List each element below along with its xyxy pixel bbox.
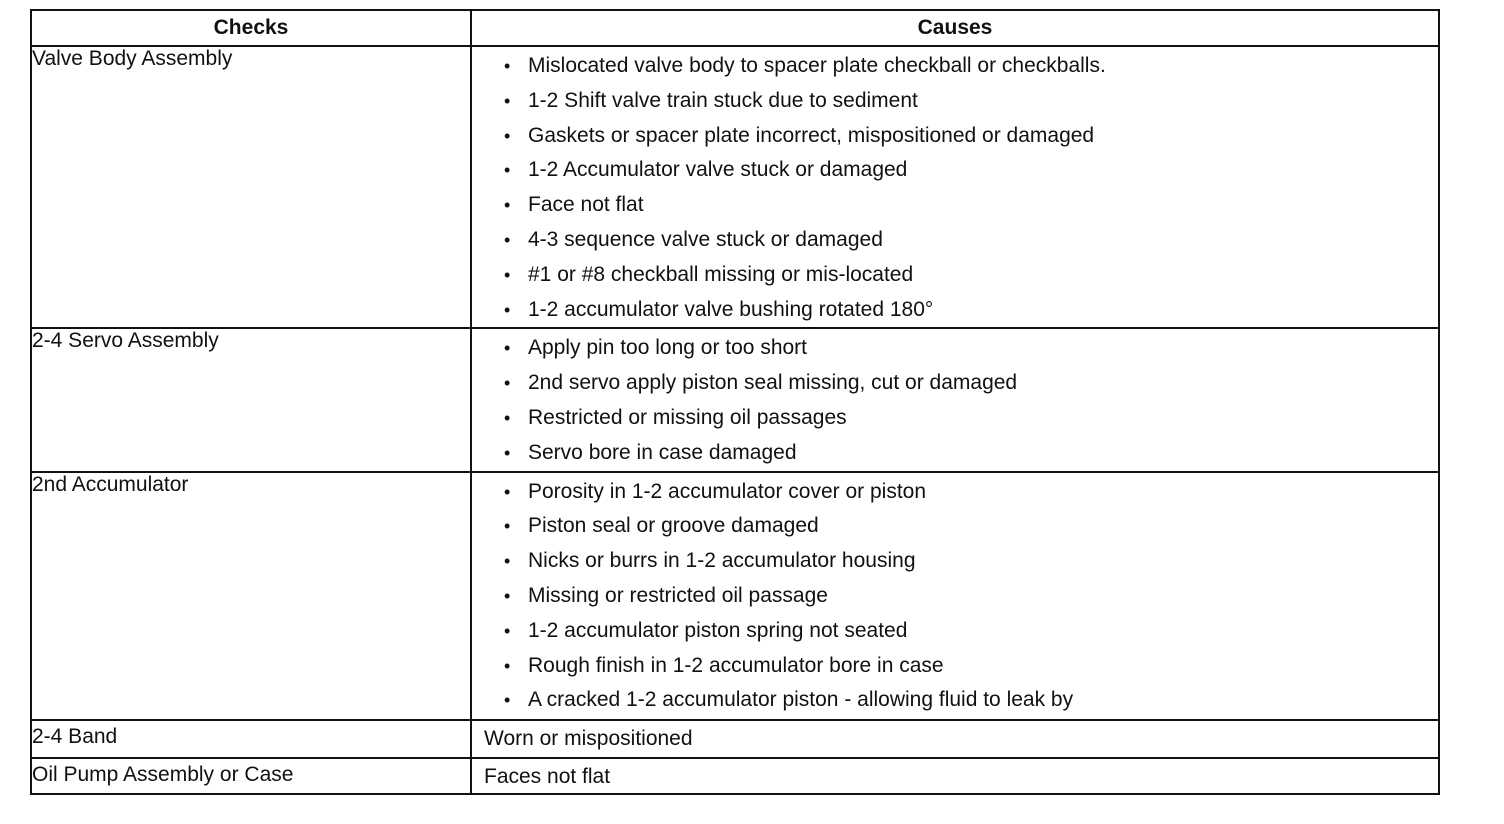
- cause-list: [472, 473, 1438, 719]
- cause-text: Apply pin too long or too short: [528, 336, 808, 360]
- cause-text: Faces not flat: [484, 764, 611, 788]
- check-cell: Valve Body Assembly: [31, 46, 471, 328]
- list-item: [504, 119, 1438, 154]
- table-row: [31, 328, 1439, 471]
- bullet-icon: •: [504, 516, 511, 537]
- table-row: [31, 758, 1439, 794]
- list-item: [504, 258, 1438, 293]
- cause-text: Face not flat: [528, 193, 644, 217]
- cause-text: 1-2 Shift valve train stuck due to sediment: [528, 88, 918, 112]
- list-item: [504, 683, 1438, 718]
- bullet-icon: •: [504, 655, 511, 676]
- list-item: [504, 579, 1438, 614]
- cause-text: Gaskets or spacer plate incorrect, mispositioned or damaged: [528, 123, 1095, 147]
- cause-list: [472, 47, 1438, 327]
- cause-text: 4-3 sequence valve stuck or damaged: [528, 227, 883, 251]
- cause-text: Piston seal or groove damaged: [528, 514, 819, 538]
- cause-text: 2nd servo apply piston seal missing, cut or damaged: [528, 371, 1018, 395]
- bullet-icon: •: [504, 160, 511, 181]
- list-item: [504, 436, 1438, 471]
- check-cell: 2-4 Band: [31, 720, 471, 758]
- bullet-icon: •: [504, 585, 511, 606]
- list-item: [504, 475, 1438, 510]
- bullet-icon: •: [504, 299, 511, 320]
- table-header-row: [31, 10, 1439, 46]
- check-cell: Oil Pump Assembly or Case: [31, 758, 471, 794]
- cause-cell: [471, 472, 1439, 720]
- bullet-icon: •: [504, 56, 511, 76]
- list-item: [504, 223, 1438, 258]
- cause-text: 1-2 accumulator valve bushing rotated 180°: [528, 297, 934, 321]
- bullet-icon: •: [504, 551, 511, 572]
- cause-text: 1-2 accumulator piston spring not seated: [528, 618, 908, 642]
- list-item: [504, 331, 1438, 366]
- cause-text: 1-2 Accumulator valve stuck or damaged: [528, 158, 908, 182]
- cause-list: [472, 329, 1438, 470]
- cause-text: Missing or restricted oil passage: [528, 583, 828, 607]
- causes-column-header: Causes: [471, 10, 1439, 46]
- check-cell: 2nd Accumulator: [31, 472, 471, 720]
- cause-text: Worn or mispositioned: [484, 726, 693, 750]
- list-item: [504, 84, 1438, 119]
- cause-text: Rough finish in 1-2 accumulator bore in case: [528, 653, 944, 677]
- cause-cell: [471, 328, 1439, 471]
- list-item: [504, 544, 1438, 579]
- bullet-icon: •: [504, 264, 511, 285]
- bullet-icon: •: [504, 442, 511, 463]
- list-item: [504, 649, 1438, 684]
- list-item: [504, 509, 1438, 544]
- list-item: [504, 366, 1438, 401]
- checks-column-header: Checks: [31, 10, 471, 46]
- bullet-icon: •: [504, 373, 511, 394]
- bullet-icon: •: [504, 195, 511, 216]
- bullet-icon: •: [504, 407, 511, 428]
- bullet-icon: •: [504, 481, 511, 502]
- table-row: [31, 46, 1439, 328]
- check-cell: 2-4 Servo Assembly: [31, 328, 471, 471]
- list-item: [504, 188, 1438, 223]
- cause-text: Servo bore in case damaged: [528, 440, 797, 464]
- list-item: [504, 614, 1438, 649]
- bullet-icon: •: [504, 229, 511, 250]
- bullet-icon: •: [504, 338, 511, 359]
- bullet-icon: •: [504, 125, 511, 146]
- list-item: [504, 49, 1438, 84]
- cause-cell: [471, 758, 1439, 794]
- bullet-icon: •: [504, 90, 511, 111]
- table-row: [31, 720, 1439, 758]
- list-item: [504, 153, 1438, 188]
- table-row: [31, 472, 1439, 720]
- cause-cell: [471, 720, 1439, 758]
- cause-text: Nicks or burrs in 1-2 accumulator housing: [528, 549, 916, 573]
- list-item: [504, 401, 1438, 436]
- bullet-icon: •: [504, 620, 511, 641]
- cause-text: A cracked 1-2 accumulator piston - allowing fluid to leak by: [528, 688, 1074, 712]
- cause-cell: [471, 46, 1439, 328]
- cause-text: #1 or #8 checkball missing or mis-located: [528, 262, 914, 286]
- cause-text: Porosity in 1-2 accumulator cover or piston: [528, 479, 927, 503]
- cause-text: Mislocated valve body to spacer plate checkball or checkballs.: [528, 54, 1106, 77]
- bullet-icon: •: [504, 690, 511, 711]
- diagnosis-table: [30, 9, 1440, 795]
- cause-text: Restricted or missing oil passages: [528, 405, 847, 429]
- list-item: [504, 293, 1438, 328]
